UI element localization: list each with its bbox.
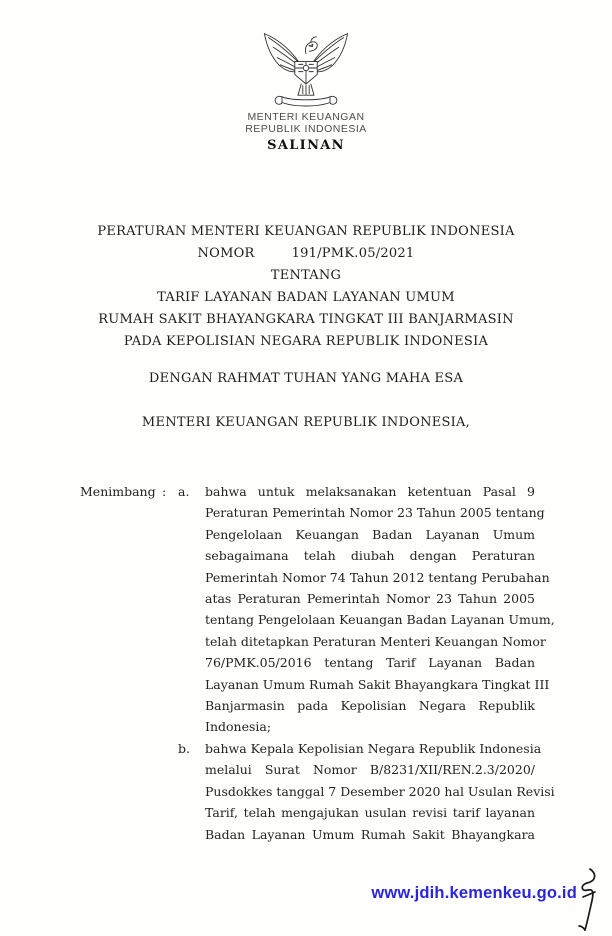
tentang-label: TENTANG <box>270 268 342 283</box>
item-text-b <box>205 738 555 845</box>
initial-paraf-scribble <box>572 866 606 934</box>
ministry-line-1: MENTERI KEUANGAN <box>247 111 365 123</box>
text-line: Banjarmasin pada Kepolisian Negara Republik <box>205 698 535 714</box>
ministry-line-2: REPUBLIK INDONESIA <box>245 123 367 135</box>
subject-lines <box>40 287 572 353</box>
authority-line: MENTERI KEUANGAN REPUBLIK INDONESIA, <box>141 415 471 430</box>
text-line: Pengelolaan Keuangan Badan Layanan Umum <box>205 526 535 542</box>
text-line: Peraturan Pemerintah Nomor 23 Tahun 2005 tentang <box>205 505 545 521</box>
text-line: bahwa untuk melaksanakan ketentuan Pasal 9 <box>205 484 535 499</box>
nomor-line <box>40 243 572 265</box>
item-text-a <box>205 481 555 738</box>
menimbang-colon: : <box>162 484 167 499</box>
nomor-label: NOMOR <box>197 246 255 261</box>
invocation-line: DENGAN RAHMAT TUHAN YANG MAHA ESA <box>148 371 464 386</box>
text-line: atas Peraturan Pemerintah Nomor 23 Tahun 2005 <box>205 591 535 607</box>
text-line: Pemerintah Nomor 74 Tahun 2012 tentang Perubahan <box>205 569 550 585</box>
item-marker-a: a. <box>178 484 190 499</box>
nomor-value: 191/PMK.05/2021 <box>291 246 415 261</box>
text-line: sebagaimana telah diubah dengan Peraturan <box>205 548 535 564</box>
consideration-item-b <box>80 738 555 845</box>
text-line: TARIF LAYANAN BADAN LAYANAN UMUM <box>157 290 455 305</box>
text-line: bahwa Kepala Kepolisian Negara Republik Indonesia <box>205 740 542 756</box>
text-line: Indonesia; <box>205 719 272 735</box>
text-line: Badan Layanan Umum Rumah Sakit Bhayangkara <box>205 826 535 842</box>
text-line: telah ditetapkan Peraturan Menteri Keuangan Nomor <box>205 633 546 649</box>
text-line: melalui Surat Nomor B/8231/XII/REN.2.3/2020/ <box>205 762 535 778</box>
text-line: Tarif, telah mengajukan usulan revisi tarif layanan <box>205 805 535 821</box>
text-line: Pusdokkes tanggal 7 Desember 2020 hal Usulan Revisi <box>205 783 555 799</box>
title-line: PERATURAN MENTERI KEUANGAN REPUBLIK INDONESIA <box>97 224 515 239</box>
text-line: PADA KEPOLISIAN NEGARA REPUBLIK INDONESIA <box>123 334 489 349</box>
menimbang-label: Menimbang <box>80 484 156 499</box>
text-line: 76/PMK.05/2016 tentang Tarif Layanan Badan <box>205 655 535 671</box>
text-line: Layanan Umum Rumah Sakit Bhayangkara Tingkat III <box>205 676 550 692</box>
considerations-section <box>80 481 555 845</box>
ministry-name <box>0 111 612 135</box>
regulation-title <box>40 221 572 353</box>
consideration-item-a <box>80 481 555 738</box>
text-line: tentang Pengelolaan Keuangan Badan Layanan Umum, <box>205 612 555 628</box>
text-line: RUMAH SAKIT BHAYANGKARA TINGKAT III BANJARMASIN <box>98 312 514 327</box>
copy-stamp: SALINAN <box>267 138 345 153</box>
jdih-watermark-link[interactable]: www.jdih.kemenkeu.go.id <box>371 884 577 902</box>
item-marker-b: b. <box>178 740 190 756</box>
garuda-pancasila-emblem <box>258 26 354 110</box>
